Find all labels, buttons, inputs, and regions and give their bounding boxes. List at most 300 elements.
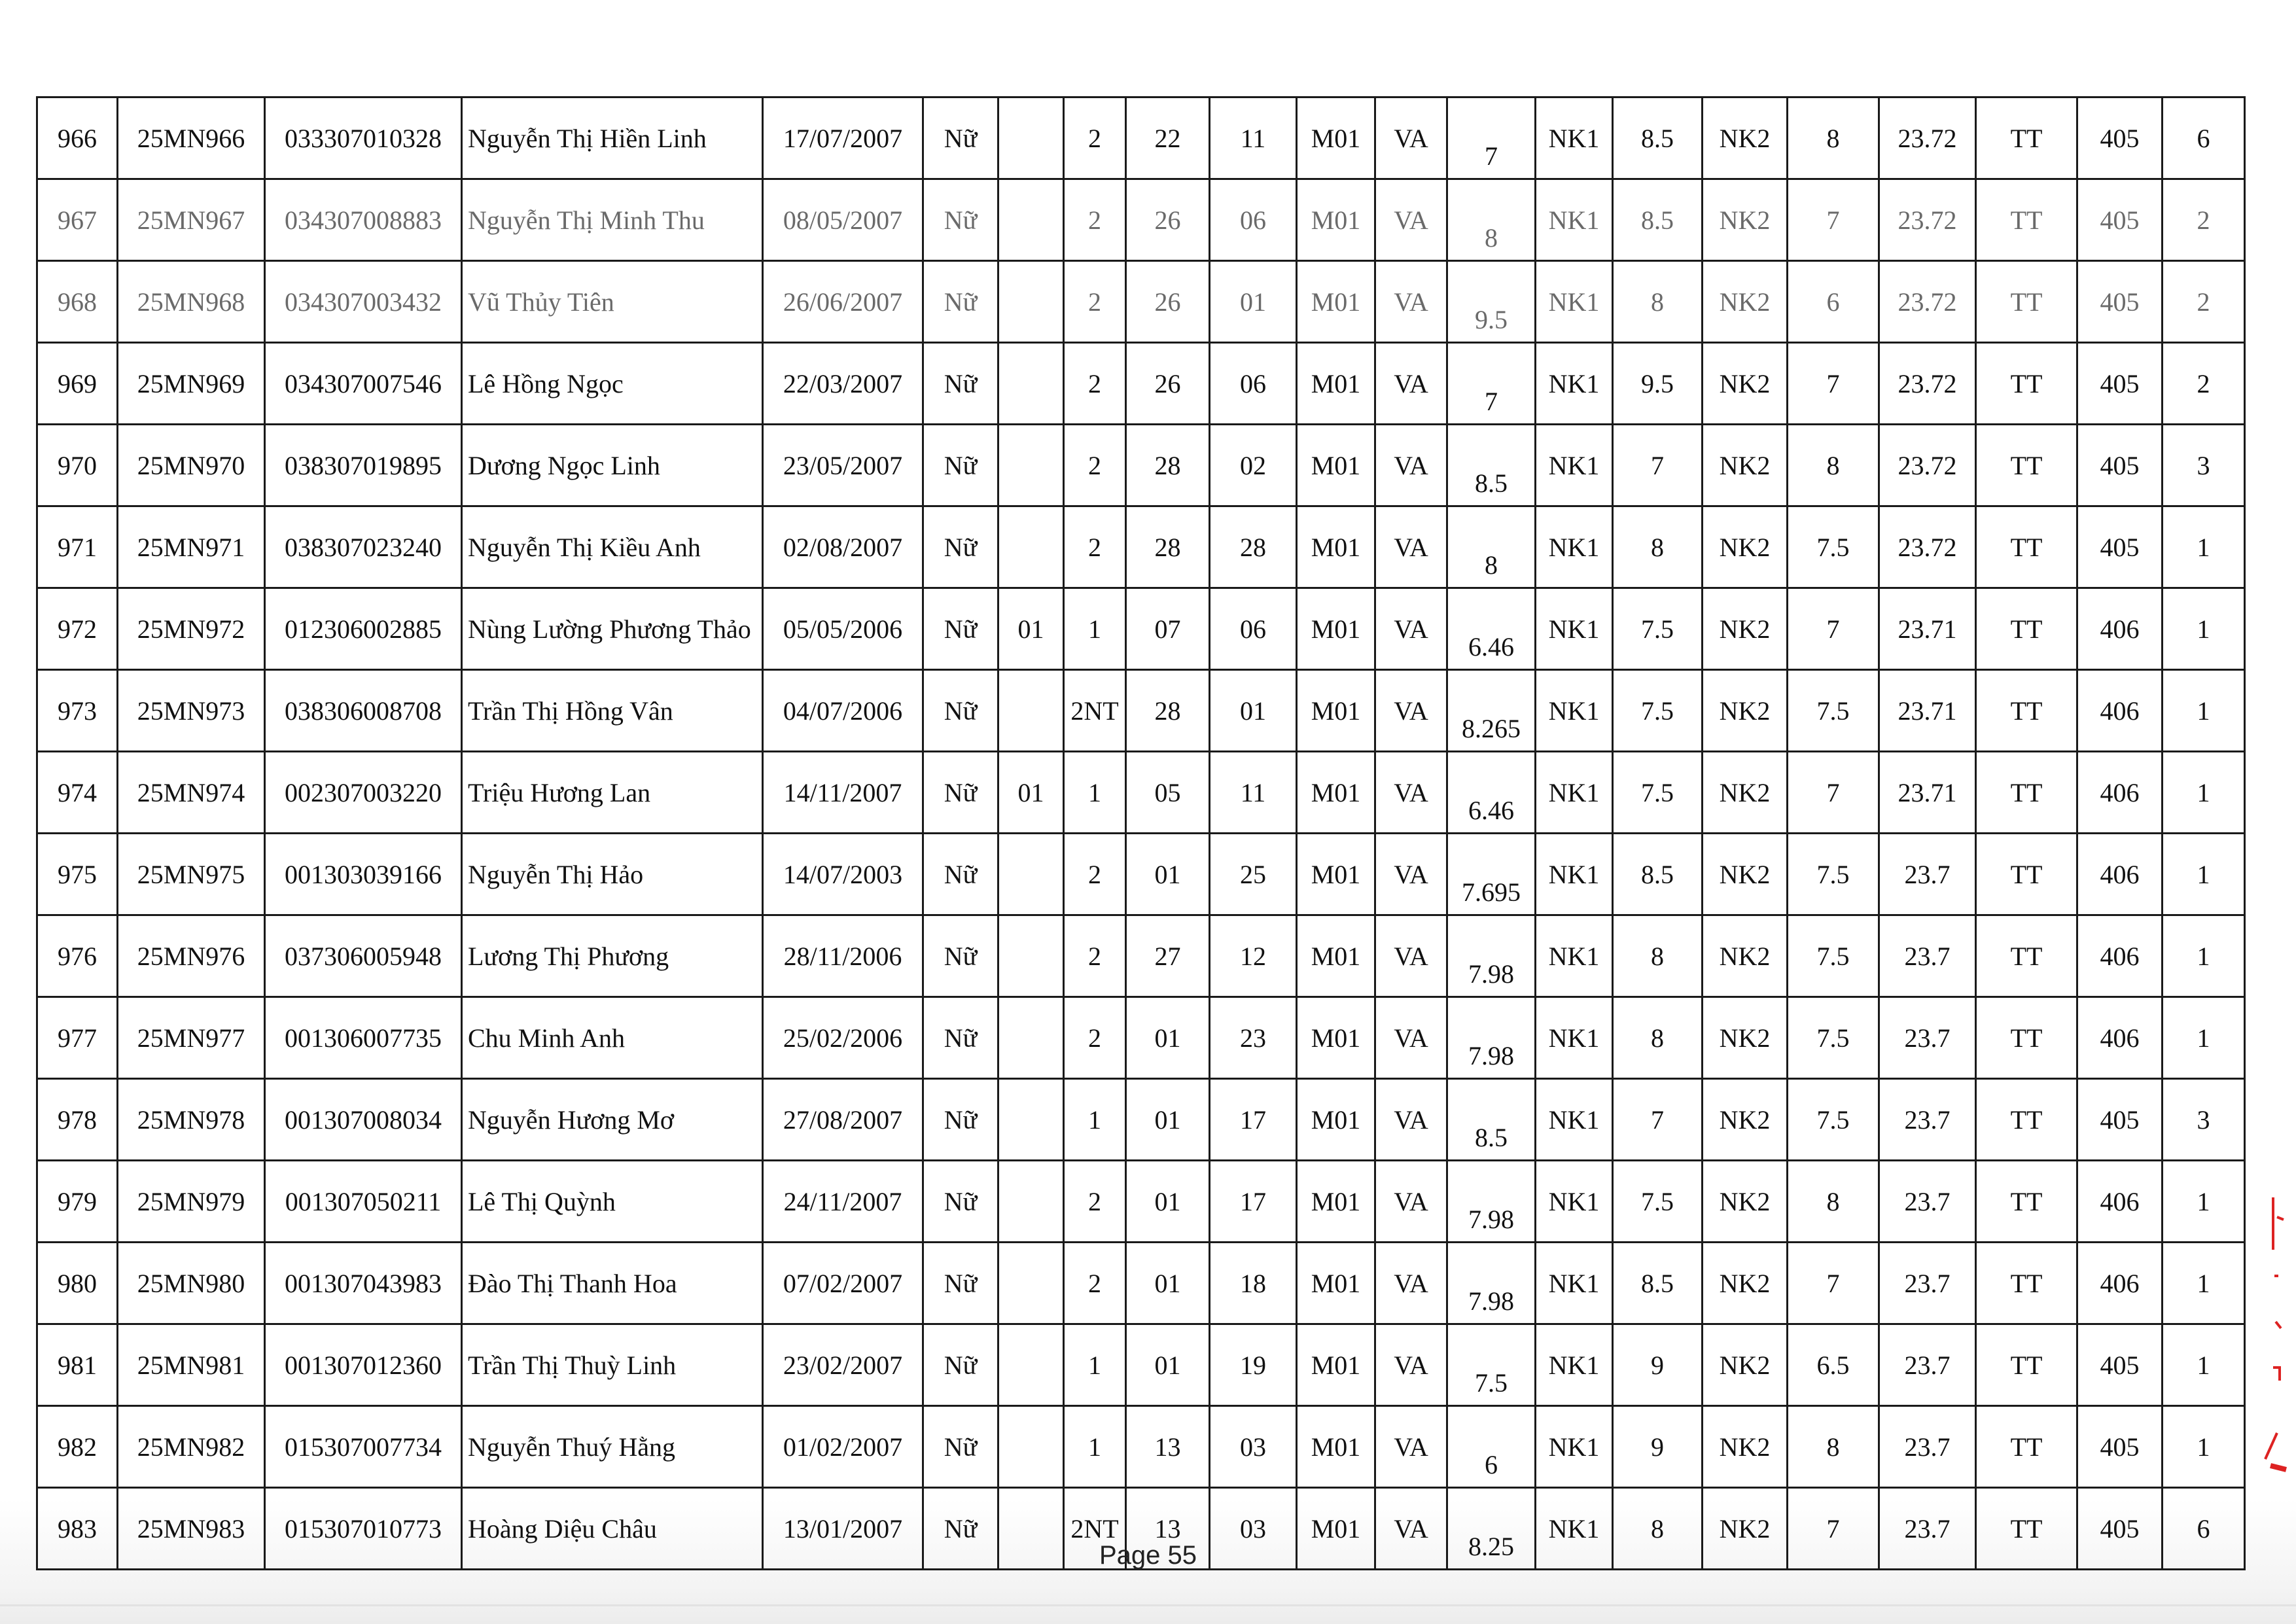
- cell-full-name: Nguyễn Thị Kiều Anh: [462, 506, 763, 588]
- cell-room: 406: [2077, 752, 2163, 834]
- table-row: [37, 506, 2245, 588]
- cell-subject-group: M01: [1297, 1324, 1375, 1406]
- cell-subject-nk2: NK2: [1703, 425, 1788, 506]
- cell-score-nk2: 7.5: [1788, 670, 1879, 752]
- cell-subject-nk2: NK2: [1703, 506, 1788, 588]
- cell-district-code: 06: [1210, 343, 1297, 425]
- cell-area-code: 2: [1064, 261, 1126, 343]
- cell-province-code: 07: [1126, 588, 1210, 670]
- cell-status: TT: [1976, 1488, 2077, 1570]
- cell-ethnicity-code: [998, 1079, 1064, 1161]
- cell-stt: 980: [37, 1243, 118, 1324]
- table-row: [37, 97, 2245, 179]
- cell-gender: Nữ: [923, 1243, 998, 1324]
- cell-full-name: Lê Hồng Ngọc: [462, 343, 763, 425]
- cell-gender: Nữ: [923, 97, 998, 179]
- cell-subject-group: M01: [1297, 1161, 1375, 1243]
- cell-stt: 974: [37, 752, 118, 834]
- cell-stt: 970: [37, 425, 118, 506]
- cell-score-nk1: 7.5: [1613, 588, 1703, 670]
- cell-status: TT: [1976, 1243, 2077, 1324]
- cell-priority: 1: [2163, 834, 2245, 915]
- cell-birth-date: 14/07/2003: [763, 834, 923, 915]
- cell-area-code: 2: [1064, 915, 1126, 997]
- cell-full-name: Lương Thị Phương: [462, 915, 763, 997]
- cell-full-name: Triệu Hương Lan: [462, 752, 763, 834]
- cell-room: 406: [2077, 670, 2163, 752]
- cell-candidate-code: 25MN966: [118, 97, 265, 179]
- cell-score-nk2: 7: [1788, 752, 1879, 834]
- cell-full-name: Nguyễn Thị Hảo: [462, 834, 763, 915]
- cell-candidate-code: 25MN973: [118, 670, 265, 752]
- cell-subject-nk2: NK2: [1703, 1079, 1788, 1161]
- cell-stt: 971: [37, 506, 118, 588]
- cell-score-va: 7.5: [1447, 1324, 1536, 1406]
- table-row: [37, 1406, 2245, 1488]
- cell-score-nk1: 7.5: [1613, 752, 1703, 834]
- cell-province-code: 13: [1126, 1488, 1210, 1570]
- cell-room: 405: [2077, 261, 2163, 343]
- cell-subject-group: M01: [1297, 834, 1375, 915]
- cell-priority: 1: [2163, 997, 2245, 1079]
- cell-candidate-code: 25MN975: [118, 834, 265, 915]
- cell-room: 406: [2077, 1161, 2163, 1243]
- cell-gender: Nữ: [923, 1406, 998, 1488]
- cell-province-code: 13: [1126, 1406, 1210, 1488]
- cell-subject-nk2: NK2: [1703, 752, 1788, 834]
- cell-gender: Nữ: [923, 1488, 998, 1570]
- cell-district-code: 19: [1210, 1324, 1297, 1406]
- cell-district-code: 03: [1210, 1488, 1297, 1570]
- cell-ethnicity-code: [998, 179, 1064, 261]
- cell-id-number: 001307012360: [265, 1324, 462, 1406]
- cell-score-va: 7.98: [1447, 997, 1536, 1079]
- cell-id-number: 001307050211: [265, 1161, 462, 1243]
- cell-ethnicity-code: [998, 343, 1064, 425]
- cell-district-code: 25: [1210, 834, 1297, 915]
- cell-score-nk1: 8.5: [1613, 179, 1703, 261]
- cell-score-nk1: 9: [1613, 1324, 1703, 1406]
- cell-birth-date: 04/07/2006: [763, 670, 923, 752]
- cell-subject-nk1: NK1: [1536, 261, 1613, 343]
- cell-score-va: 9.5: [1447, 261, 1536, 343]
- cell-province-code: 28: [1126, 425, 1210, 506]
- cell-birth-date: 23/02/2007: [763, 1324, 923, 1406]
- cell-subject-va: VA: [1375, 1161, 1447, 1243]
- cell-district-code: 17: [1210, 1161, 1297, 1243]
- cell-birth-date: 07/02/2007: [763, 1243, 923, 1324]
- cell-id-number: 037306005948: [265, 915, 462, 997]
- cell-score-nk2: 7: [1788, 588, 1879, 670]
- cell-room: 405: [2077, 97, 2163, 179]
- cell-total-score: 23.7: [1879, 1161, 1976, 1243]
- cell-subject-va: VA: [1375, 588, 1447, 670]
- cell-full-name: Dương Ngọc Linh: [462, 425, 763, 506]
- cell-score-nk2: 7: [1788, 1243, 1879, 1324]
- cell-province-code: 01: [1126, 1079, 1210, 1161]
- cell-subject-nk2: NK2: [1703, 1488, 1788, 1570]
- cell-stt: 982: [37, 1406, 118, 1488]
- cell-score-va: 7: [1447, 97, 1536, 179]
- page-edge-line: [0, 1604, 2296, 1606]
- table-row: [37, 425, 2245, 506]
- cell-district-code: 23: [1210, 997, 1297, 1079]
- cell-subject-group: M01: [1297, 915, 1375, 997]
- cell-candidate-code: 25MN977: [118, 997, 265, 1079]
- cell-priority: 1: [2163, 588, 2245, 670]
- cell-score-nk2: 8: [1788, 425, 1879, 506]
- cell-total-score: 23.72: [1879, 425, 1976, 506]
- cell-area-code: 2: [1064, 997, 1126, 1079]
- cell-score-nk2: 8: [1788, 1161, 1879, 1243]
- cell-candidate-code: 25MN980: [118, 1243, 265, 1324]
- cell-candidate-code: 25MN972: [118, 588, 265, 670]
- cell-score-nk2: 7.5: [1788, 1079, 1879, 1161]
- cell-room: 405: [2077, 1079, 2163, 1161]
- cell-subject-va: VA: [1375, 1488, 1447, 1570]
- table-row: [37, 1079, 2245, 1161]
- cell-status: TT: [1976, 1406, 2077, 1488]
- cell-id-number: 015307007734: [265, 1406, 462, 1488]
- cell-gender: Nữ: [923, 834, 998, 915]
- cell-full-name: Vũ Thủy Tiên: [462, 261, 763, 343]
- cell-total-score: 23.7: [1879, 1079, 1976, 1161]
- cell-score-va: 8.265: [1447, 670, 1536, 752]
- cell-birth-date: 23/05/2007: [763, 425, 923, 506]
- cell-score-nk2: 8: [1788, 1406, 1879, 1488]
- cell-subject-nk2: NK2: [1703, 915, 1788, 997]
- cell-score-nk1: 8.5: [1613, 834, 1703, 915]
- cell-status: TT: [1976, 997, 2077, 1079]
- cell-status: TT: [1976, 915, 2077, 997]
- cell-subject-va: VA: [1375, 1324, 1447, 1406]
- cell-score-nk1: 8: [1613, 261, 1703, 343]
- cell-stt: 981: [37, 1324, 118, 1406]
- cell-score-nk1: 8.5: [1613, 97, 1703, 179]
- cell-area-code: 2NT: [1064, 670, 1126, 752]
- cell-subject-nk1: NK1: [1536, 915, 1613, 997]
- cell-full-name: Nguyễn Thị Hiền Linh: [462, 97, 763, 179]
- cell-full-name: Nguyễn Thị Minh Thu: [462, 179, 763, 261]
- cell-subject-nk1: NK1: [1536, 997, 1613, 1079]
- cell-ethnicity-code: [998, 915, 1064, 997]
- cell-stt: 975: [37, 834, 118, 915]
- cell-score-nk1: 9: [1613, 1406, 1703, 1488]
- cell-subject-nk1: NK1: [1536, 1079, 1613, 1161]
- cell-status: TT: [1976, 261, 2077, 343]
- cell-status: TT: [1976, 425, 2077, 506]
- cell-subject-nk1: NK1: [1536, 752, 1613, 834]
- cell-subject-nk1: NK1: [1536, 1324, 1613, 1406]
- cell-candidate-code: 25MN974: [118, 752, 265, 834]
- cell-area-code: 2: [1064, 506, 1126, 588]
- cell-score-nk2: 7.5: [1788, 997, 1879, 1079]
- cell-priority: 1: [2163, 1406, 2245, 1488]
- cell-id-number: 038307023240: [265, 506, 462, 588]
- cell-province-code: 01: [1126, 1324, 1210, 1406]
- cell-priority: 1: [2163, 670, 2245, 752]
- cell-area-code: 2: [1064, 1243, 1126, 1324]
- cell-subject-group: M01: [1297, 670, 1375, 752]
- cell-subject-nk2: NK2: [1703, 834, 1788, 915]
- cell-candidate-code: 25MN978: [118, 1079, 265, 1161]
- cell-score-va: 8.25: [1447, 1488, 1536, 1570]
- cell-ethnicity-code: 01: [998, 752, 1064, 834]
- cell-score-va: 7.98: [1447, 915, 1536, 997]
- cell-stt: 973: [37, 670, 118, 752]
- cell-candidate-code: 25MN971: [118, 506, 265, 588]
- cell-gender: Nữ: [923, 752, 998, 834]
- cell-subject-nk2: NK2: [1703, 1161, 1788, 1243]
- cell-score-va: 8.5: [1447, 425, 1536, 506]
- cell-gender: Nữ: [923, 179, 998, 261]
- cell-area-code: 2: [1064, 1161, 1126, 1243]
- cell-subject-va: VA: [1375, 997, 1447, 1079]
- cell-total-score: 23.72: [1879, 97, 1976, 179]
- cell-subject-group: M01: [1297, 1243, 1375, 1324]
- cell-room: 405: [2077, 1324, 2163, 1406]
- cell-stt: 978: [37, 1079, 118, 1161]
- cell-gender: Nữ: [923, 343, 998, 425]
- cell-status: TT: [1976, 506, 2077, 588]
- cell-subject-group: M01: [1297, 1488, 1375, 1570]
- cell-total-score: 23.7: [1879, 1406, 1976, 1488]
- cell-subject-nk2: NK2: [1703, 97, 1788, 179]
- table-row: [37, 915, 2245, 997]
- cell-birth-date: 01/02/2007: [763, 1406, 923, 1488]
- cell-full-name: Nguyễn Hương Mơ: [462, 1079, 763, 1161]
- cell-area-code: 2: [1064, 834, 1126, 915]
- cell-score-va: 7.98: [1447, 1161, 1536, 1243]
- cell-birth-date: 25/02/2006: [763, 997, 923, 1079]
- cell-subject-nk1: NK1: [1536, 1161, 1613, 1243]
- cell-province-code: 01: [1126, 834, 1210, 915]
- cell-status: TT: [1976, 834, 2077, 915]
- cell-total-score: 23.7: [1879, 1488, 1976, 1570]
- cell-total-score: 23.71: [1879, 752, 1976, 834]
- cell-full-name: Đào Thị Thanh Hoa: [462, 1243, 763, 1324]
- cell-room: 405: [2077, 506, 2163, 588]
- cell-birth-date: 27/08/2007: [763, 1079, 923, 1161]
- cell-status: TT: [1976, 343, 2077, 425]
- cell-province-code: 01: [1126, 1161, 1210, 1243]
- cell-subject-nk1: NK1: [1536, 1243, 1613, 1324]
- cell-score-nk1: 8: [1613, 915, 1703, 997]
- cell-ethnicity-code: [998, 425, 1064, 506]
- table-row: [37, 752, 2245, 834]
- cell-room: 406: [2077, 588, 2163, 670]
- cell-gender: Nữ: [923, 261, 998, 343]
- cell-birth-date: 28/11/2006: [763, 915, 923, 997]
- cell-birth-date: 08/05/2007: [763, 179, 923, 261]
- page-number: Page 55: [1099, 1541, 1197, 1570]
- cell-score-nk1: 7: [1613, 1079, 1703, 1161]
- cell-birth-date: 02/08/2007: [763, 506, 923, 588]
- cell-total-score: 23.72: [1879, 261, 1976, 343]
- cell-candidate-code: 25MN979: [118, 1161, 265, 1243]
- cell-id-number: 034307008883: [265, 179, 462, 261]
- cell-subject-nk2: NK2: [1703, 1243, 1788, 1324]
- cell-candidate-code: 25MN967: [118, 179, 265, 261]
- cell-priority: 1: [2163, 1243, 2245, 1324]
- cell-ethnicity-code: [998, 506, 1064, 588]
- cell-total-score: 23.7: [1879, 834, 1976, 915]
- cell-subject-group: M01: [1297, 425, 1375, 506]
- cell-status: TT: [1976, 588, 2077, 670]
- cell-subject-group: M01: [1297, 1079, 1375, 1161]
- cell-candidate-code: 25MN981: [118, 1324, 265, 1406]
- cell-status: TT: [1976, 1161, 2077, 1243]
- cell-room: 405: [2077, 425, 2163, 506]
- cell-area-code: 2: [1064, 343, 1126, 425]
- cell-total-score: 23.72: [1879, 179, 1976, 261]
- cell-subject-va: VA: [1375, 1406, 1447, 1488]
- cell-score-nk2: 7.5: [1788, 506, 1879, 588]
- cell-subject-nk2: NK2: [1703, 1324, 1788, 1406]
- cell-priority: 1: [2163, 1161, 2245, 1243]
- cell-birth-date: 05/05/2006: [763, 588, 923, 670]
- cell-area-code: 1: [1064, 752, 1126, 834]
- cell-gender: Nữ: [923, 670, 998, 752]
- cell-subject-nk2: NK2: [1703, 588, 1788, 670]
- cell-subject-nk2: NK2: [1703, 1406, 1788, 1488]
- cell-subject-va: VA: [1375, 425, 1447, 506]
- cell-subject-group: M01: [1297, 261, 1375, 343]
- cell-subject-nk1: NK1: [1536, 1488, 1613, 1570]
- cell-stt: 972: [37, 588, 118, 670]
- cell-gender: Nữ: [923, 1324, 998, 1406]
- cell-birth-date: 13/01/2007: [763, 1488, 923, 1570]
- cell-subject-group: M01: [1297, 179, 1375, 261]
- cell-district-code: 11: [1210, 97, 1297, 179]
- cell-gender: Nữ: [923, 1161, 998, 1243]
- table-row: [37, 343, 2245, 425]
- cell-full-name: Trần Thị Hồng Vân: [462, 670, 763, 752]
- cell-subject-nk1: NK1: [1536, 179, 1613, 261]
- cell-full-name: Lê Thị Quỳnh: [462, 1161, 763, 1243]
- cell-score-nk2: 6.5: [1788, 1324, 1879, 1406]
- cell-subject-va: VA: [1375, 915, 1447, 997]
- cell-subject-group: M01: [1297, 752, 1375, 834]
- cell-priority: 6: [2163, 97, 2245, 179]
- cell-area-code: 1: [1064, 1324, 1126, 1406]
- cell-total-score: 23.7: [1879, 1324, 1976, 1406]
- cell-priority: 1: [2163, 506, 2245, 588]
- cell-full-name: Trần Thị Thuỳ Linh: [462, 1324, 763, 1406]
- cell-score-va: 6.46: [1447, 588, 1536, 670]
- cell-birth-date: 26/06/2007: [763, 261, 923, 343]
- cell-id-number: 001307008034: [265, 1079, 462, 1161]
- cell-score-nk1: 8: [1613, 506, 1703, 588]
- cell-id-number: 001303039166: [265, 834, 462, 915]
- cell-score-nk1: 8: [1613, 997, 1703, 1079]
- cell-score-nk2: 7: [1788, 343, 1879, 425]
- cell-subject-nk2: NK2: [1703, 670, 1788, 752]
- cell-priority: 1: [2163, 752, 2245, 834]
- cell-province-code: 26: [1126, 179, 1210, 261]
- cell-subject-group: M01: [1297, 1406, 1375, 1488]
- cell-room: 406: [2077, 1243, 2163, 1324]
- cell-subject-va: VA: [1375, 261, 1447, 343]
- cell-subject-nk1: NK1: [1536, 97, 1613, 179]
- cell-area-code: 2: [1064, 179, 1126, 261]
- cell-ethnicity-code: [998, 997, 1064, 1079]
- cell-gender: Nữ: [923, 588, 998, 670]
- cell-subject-nk1: NK1: [1536, 670, 1613, 752]
- cell-subject-nk2: NK2: [1703, 343, 1788, 425]
- cell-score-nk2: 7: [1788, 1488, 1879, 1570]
- cell-id-number: 038307019895: [265, 425, 462, 506]
- cell-ethnicity-code: [998, 1161, 1064, 1243]
- cell-room: 405: [2077, 1488, 2163, 1570]
- cell-priority: 3: [2163, 425, 2245, 506]
- cell-district-code: 06: [1210, 588, 1297, 670]
- table-row: [37, 179, 2245, 261]
- cell-gender: Nữ: [923, 425, 998, 506]
- cell-ethnicity-code: [998, 1406, 1064, 1488]
- cell-full-name: Chu Minh Anh: [462, 997, 763, 1079]
- cell-total-score: 23.7: [1879, 997, 1976, 1079]
- cell-district-code: 06: [1210, 179, 1297, 261]
- cell-priority: 6: [2163, 1488, 2245, 1570]
- cell-room: 406: [2077, 997, 2163, 1079]
- cell-subject-nk1: NK1: [1536, 834, 1613, 915]
- table-row: [37, 1161, 2245, 1243]
- cell-gender: Nữ: [923, 506, 998, 588]
- cell-score-va: 7: [1447, 343, 1536, 425]
- cell-province-code: 26: [1126, 343, 1210, 425]
- cell-subject-va: VA: [1375, 343, 1447, 425]
- cell-room: 405: [2077, 179, 2163, 261]
- cell-subject-nk1: NK1: [1536, 425, 1613, 506]
- cell-full-name: Nguyễn Thuý Hằng: [462, 1406, 763, 1488]
- cell-ethnicity-code: [998, 670, 1064, 752]
- cell-score-va: 8: [1447, 506, 1536, 588]
- cell-stt: 967: [37, 179, 118, 261]
- cell-subject-group: M01: [1297, 97, 1375, 179]
- cell-province-code: 28: [1126, 506, 1210, 588]
- cell-gender: Nữ: [923, 1079, 998, 1161]
- cell-score-nk2: 7.5: [1788, 915, 1879, 997]
- cell-score-nk2: 6: [1788, 261, 1879, 343]
- cell-status: TT: [1976, 1079, 2077, 1161]
- cell-score-nk1: 7.5: [1613, 1161, 1703, 1243]
- red-stamp-fragment: [2265, 1197, 2286, 1470]
- cell-province-code: 22: [1126, 97, 1210, 179]
- cell-candidate-code: 25MN983: [118, 1488, 265, 1570]
- cell-full-name: Hoàng Diệu Châu: [462, 1488, 763, 1570]
- table-row: [37, 1243, 2245, 1324]
- cell-id-number: 001307043983: [265, 1243, 462, 1324]
- cell-province-code: 01: [1126, 997, 1210, 1079]
- cell-area-code: 2: [1064, 425, 1126, 506]
- cell-score-nk1: 7: [1613, 425, 1703, 506]
- cell-province-code: 01: [1126, 1243, 1210, 1324]
- cell-candidate-code: 25MN969: [118, 343, 265, 425]
- cell-id-number: 002307003220: [265, 752, 462, 834]
- cell-subject-group: M01: [1297, 506, 1375, 588]
- cell-status: TT: [1976, 179, 2077, 261]
- cell-subject-va: VA: [1375, 1079, 1447, 1161]
- cell-province-code: 27: [1126, 915, 1210, 997]
- cell-priority: 1: [2163, 1324, 2245, 1406]
- table-row: [37, 997, 2245, 1079]
- cell-candidate-code: 25MN976: [118, 915, 265, 997]
- cell-district-code: 18: [1210, 1243, 1297, 1324]
- table-row: [37, 834, 2245, 915]
- cell-room: 405: [2077, 1406, 2163, 1488]
- cell-area-code: 2: [1064, 97, 1126, 179]
